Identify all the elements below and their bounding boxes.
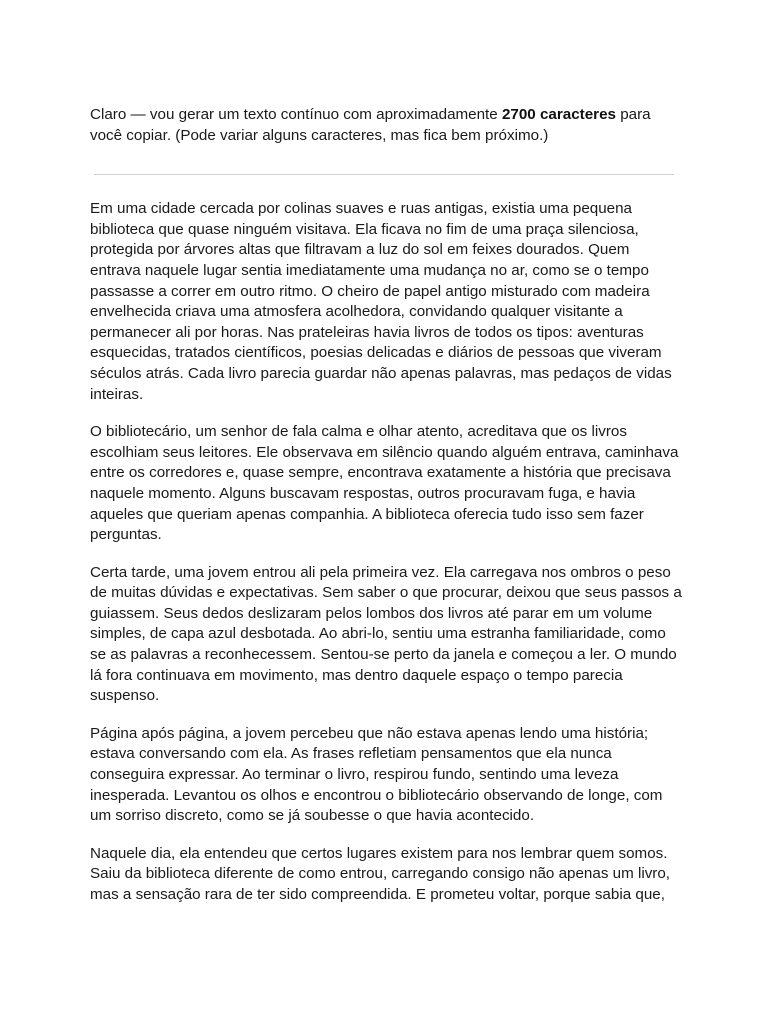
document-page	[90, 105, 682, 923]
intro-text-before: Claro — vou gerar um texto contínuo com aproximadamente	[90, 106, 502, 123]
story-paragraph-3: Certa tarde, uma jovem entrou ali pela primeira vez. Ela carregava nos ombros o peso de muitas dúvidas e expectativas. Sem saber o que procurar, deixou que seus passos a guiassem. Seus dedos deslizaram pelos lombos dos livros até parar em um volume simples, de capa azul desbotada. Ao abri-lo, sentiu uma estranha familiaridade, como se as palavras a reconhecessem. Sentou-se perto da janela e começou a ler. O mundo lá fora continuava em movimento, mas dentro daquele espaço o tempo parecia suspenso.	[90, 563, 682, 705]
intro-paragraph	[90, 105, 682, 146]
intro-bold-text: 2700 caracteres	[501, 106, 616, 123]
story-paragraph-5: Naquele dia, ela entendeu que certos lugares existem para nos lembrar quem somos. Saiu da biblioteca diferente de como entrou, carregando consigo não apenas um livro, mas a sensação rara de ter sido compreendida. E prometeu voltar, porque sabia que,	[90, 844, 671, 903]
story-paragraph-4: Página após página, a jovem percebeu que não estava apenas lendo uma história; estava conversando com ela. As frases refletiam pensamentos que ela nunca conseguira expressar. Ao terminar o livro, respirou fundo, sentindo uma leveza inesperada. Levantou os olhos e encontrou o bibliotecário observando de longe, com um sorriso discreto, como se já soubesse o que havia acontecido.	[90, 724, 663, 825]
horizontal-divider	[94, 174, 674, 175]
story-paragraph-2: O bibliotecário, um senhor de fala calma e olhar atento, acreditava que os livros escolhiam seus leitores. Ele observava em silêncio quando alguém entrava, caminhava entre os corredores e, quase sempre, encontrava exatamente a história que precisava naquele momento. Alguns buscavam respostas, outros procuravam fuga, e havia aqueles que queriam apenas companhia. A biblioteca oferecia tudo isso sem fazer perguntas.	[90, 423, 679, 544]
story-paragraph-1: Em uma cidade cercada por colinas suaves e ruas antigas, existia uma pequena biblioteca que quase ninguém visitava. Ela ficava no fim de uma praça silenciosa, protegida por árvores altas que filtravam a luz do sol em feixes dourados. Quem entrava naquele lugar sentia imediatamente uma mudança no ar, como se o tempo passasse a correr em outro ritmo. O cheiro de papel antigo misturado com madeira envelhecida criava uma atmosfera acolhedora, convidando qualquer visitante a permanecer ali por horas. Nas prateleiras havia livros de todos os tipos: aventuras esquecidas, tratados científicos, poesias delicadas e diários de pessoas que viveram séculos atrás. Cada livro parecia guardar não apenas palavras, mas pedaços de vidas inteiras.	[90, 200, 672, 403]
intro-text-after: para você copiar. (Pode variar alguns caracteres, mas fica bem próximo.)	[90, 106, 651, 144]
